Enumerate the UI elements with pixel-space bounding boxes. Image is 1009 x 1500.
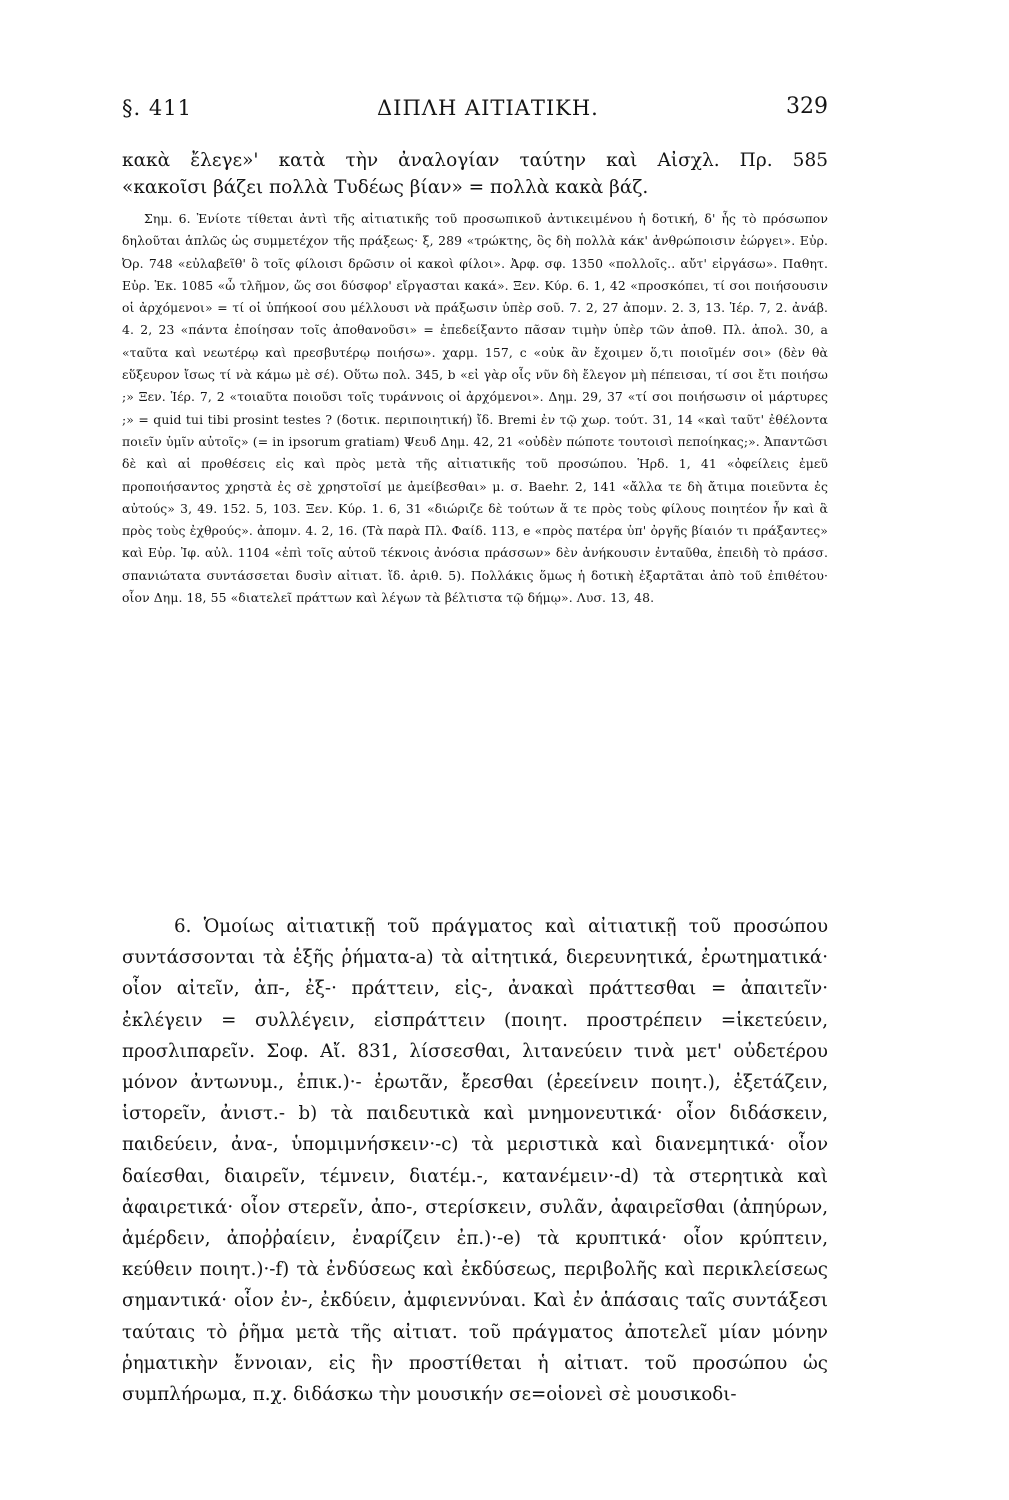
intro-line-1: κακὰ ἔλεγε»' κατὰ τὴν ἀναλογίαν ταύτην καὶ Αἰσχλ. Πρ. 585: [122, 150, 828, 171]
intro-lines: [122, 147, 828, 201]
section-number: §. 411: [122, 96, 192, 120]
running-title: ΔΙΠΛΗ ΑΙΤΙΑΤΙΚΗ.: [377, 96, 599, 120]
page-number: 329: [786, 94, 828, 119]
note-paragraph: Σημ. 6. Ἐνίοτε τίθεται ἀντὶ τῆς αἰτιατικῆς τοῦ προσωπικοῦ ἀντικειμένου ἡ δοτική, δ' ἧς τὸ πρόσωπον δηλοῦται ἁπλῶς ὡς συμμετέχον τῆς πράξεως· ξ, 289 «τρώκτης, ὃς δὴ πολλὰ κάκ' ἀνθρώποισιν ἐώργει». Εὐρ. Ὀρ. 748 «εὐλαβεῖθ' ὃ τοῖς φίλοισι δρῶσιν οἱ κακοὶ φίλοι». Ἀρφ. σφ. 1350 «πολλοῖς.. αὔτ' εἰργάσω». Παθητ. Εὐρ. Ἑκ. 1085 «ὦ τλῆμον, ὥς σοι δύσφορ' εἴργασται κακά». Ξεν. Κύρ. 6. 1, 42 «προσκόπει, τί σοι ποιήσουσιν οἱ ἀρχόμενοι» = τί οἱ ὑπήκοοί σου μέλλουσι νὰ πράξωσιν ὑπὲρ σοῦ. 7. 2, 27 ἀπομν. 2. 3, 13. Ἱέρ. 7, 2. ἀνάβ. 4. 2, 23 «πάντα ἐποίησαν τοῖς ἀποθανοῦσι» = ἐπεδείξαντο πᾶσαν τιμὴν ὑπὲρ τῶν ἀποθ. Πλ. ἀπολ. 30, a «ταῦτα καὶ νεωτέρῳ καὶ πρεσβυτέρῳ ποιήσω». χαρμ. 157, c «οὐκ ἂν ἔχοιμεν ὅ,τι ποιοῖμέν σοι» (δὲν θὰ εὕξευρον ἴσως τί νὰ κάμω μὲ σέ). Οὕτω πολ. 345, b «εἰ γὰρ οἷς νῦν δὴ ἔλεγον μὴ πέπεισαι, τί σοι ἔτι ποιήσω ;» Ξεν. Ἱέρ. 7, 2 «τοιαῦτα ποιοῦσι τοῖς τυράννοις οἱ ἀρχόμενοι». Δημ. 29, 37 «τί σοι ποιήσωσιν οἱ μάρτυρες ;» = quid tui tibi prosint testes ? (δοτικ. περιποιητική) ἴδ. Bremi ἐν τῷ χωρ. τούτ. 31, 14 «καὶ ταῦτ' ἐθέλοντα ποιεῖν ὑμῖν αὐτοῖς» (= in ipsorum gratiam) Ψευδ Δημ. 42, 21 «οὐδὲν πώποτε τουτοισὶ πεποίηκας;». Ἀπαντῶσι δὲ καὶ αἱ προθέσεις εἰς καὶ πρὸς μετὰ τῆς αἰτιατικῆς τοῦ προσώπου. Ἡρδ. 1, 41 «ὀφείλεις ἐμεῦ προποιήσαντος χρηστὰ ἐς σὲ χρηστοῖσί με ἀμείβεσθαι» μ. σ. Baehr. 2, 141 «ἄλλα τε δὴ ἄτιμα ποιεῦντα ἐς αὐτούς» 3, 49. 152. 5, 103. Ξεν. Κύρ. 1. 6, 31 «διώριζε δὲ τούτων ἅ τε πρὸς τοὺς φίλους ποιητέον ἦν καὶ ἃ πρὸς τοὺς ἐχθρούς». ἀπομν. 4. 2, 16. (Τὰ παρὰ Πλ. Φαίδ. 113, e «πρὸς πατέρα ὑπ' ὀργῆς βίαιόν τι πράξαντες» καὶ Εὐρ. Ἰφ. αὐλ. 1104 «ἐπὶ τοῖς αὑτοῦ τέκνοις ἀνόσια πράσσων» δὲν ἀνήκουσιν ἐνταῦθα, ἐπειδὴ τὸ πράσσ. σπανιώτατα συντάσσεται δυσὶν αἰτιατ. ἴδ. ἀριθ. 5). Πολλάκις ὅμως ἡ δοτικὴ ἐξαρτᾶται ἀπὸ τοῦ ἐπιθέτου· οἷον Δημ. 18, 55 «διατελεῖ πράττων καὶ λέγων τὰ βέλτιστα τῷ δήμῳ». Λυσ. 13, 48.: [122, 211, 828, 606]
running-header: [122, 94, 828, 134]
intro-line-2: «κακοῖσι βάζει πολλὰ Τυδέως βίαν» = πολλὰ κακὰ βάζ.: [122, 177, 649, 198]
paragraph-6: 6. Ὁμοίως αἰτιατικῇ τοῦ πράγματος καὶ αἰτιατικῇ τοῦ προσώπου συντάσσονται τὰ ἑξῆς ῥήματα-a) τὰ αἰτητικά, διερευνητικά, ἐρωτηματικά· οἷον αἰτεῖν, ἀπ-, ἐξ-· πράττειν, εἰς-, ἀνακαὶ πράττεσθαι = ἀπαιτεῖν· ἐκλέγειν = συλλέγειν, εἰσπράττειν (ποιητ. προστρέπειν =ἱκετεύειν, προσλιπαρεῖν. Σοφ. Αἴ. 831, λίσσεσθαι, λιτανεύειν τινὰ μετ' οὐδετέρου μόνον ἀντωνυμ., ἐπικ.)·- ἐρωτᾶν, ἔρεσθαι (ἐρεείνειν ποιητ.), ἐξετάζειν, ἱστορεῖν, ἀνιστ.- b) τὰ παιδευτικὰ καὶ μνημονευτικά· οἷον διδάσκειν, παιδεύειν, ἀνα-, ὑπομιμνήσκειν·-c) τὰ μεριστικὰ καὶ διανεμητικά· οἷον δαίεσθαι, διαιρεῖν, τέμνειν, διατέμ.-, κατανέμειν·-d) τὰ στερητικὰ καὶ ἀφαιρετικά· οἷον στερεῖν, ἀπο-, στερίσκειν, συλᾶν, ἀφαιρεῖσθαι (ἀπηύρων, ἀμέρδειν, ἀποῤῥαίειν, ἐναρίζειν ἐπ.)·-e) τὰ κρυπτικά· οἷον κρύπτειν, κεύθειν ποιητ.)·-f) τὰ ἐνδύσεως καὶ ἐκδύσεως, περιβολῆς καὶ περικλείσεως σημαντικά· οἷον ἐν-, ἐκδύειν, ἀμφιεννύναι. Καὶ ἐν ἁπάσαις ταῖς συντάξεσι ταύταις τὸ ῥῆμα μετὰ τῆς αἰτιατ. τοῦ πράγματος ἀποτελεῖ μίαν μόνην ῥηματικὴν ἔννοιαν, εἰς ἣν προστίθεται ἡ αἰτιατ. τοῦ προσώπου ὡς συμπλήρωμα, π.χ. διδάσκω τὴν μουσικήν σε=οἱονεὶ σὲ μουσικοδι-: [122, 916, 828, 1406]
